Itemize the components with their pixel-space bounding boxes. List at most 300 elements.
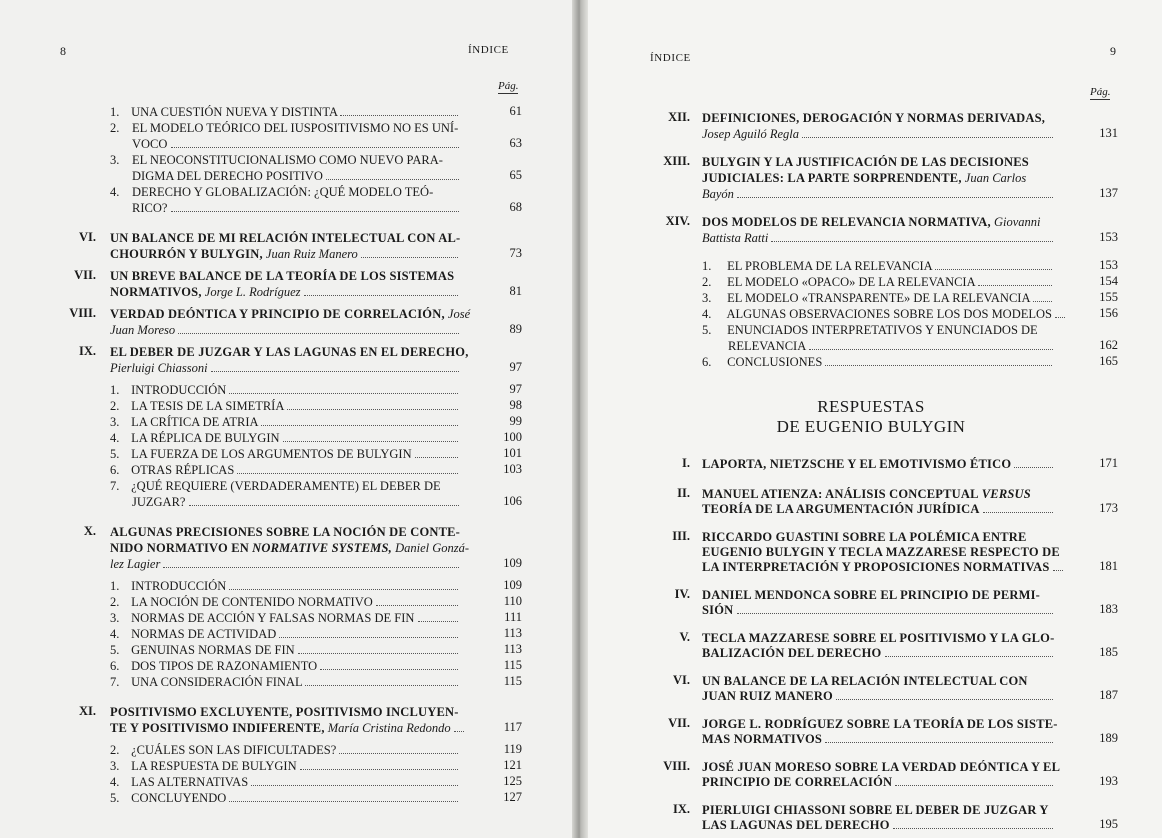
page-ref: 117 — [503, 720, 522, 734]
chapter-author: Battista Ratti — [702, 231, 769, 245]
sub-number: 1. — [110, 579, 120, 593]
sub-number: 6. — [110, 659, 120, 673]
page-ref: 125 — [503, 774, 522, 788]
toc-line — [702, 456, 1088, 472]
sub-text: INTRODUCCIÓN — [131, 383, 227, 397]
chapter-numeral: VII. — [668, 716, 690, 730]
sub-text: OTRAS RÉPLICAS — [131, 463, 235, 477]
page-ref: 183 — [1099, 602, 1118, 616]
page-ref: 81 — [509, 284, 522, 298]
toc-line — [702, 559, 1088, 575]
sub-text: ENUNCIADOS INTERPRETATIVOS Y ENUNCIADOS DE — [727, 323, 1038, 337]
chapter-numeral: XII. — [668, 110, 690, 124]
chapter-numeral: X. — [83, 524, 96, 538]
section-subtitle: DE EUGENIO BULYGIN — [776, 417, 966, 436]
toc-line — [110, 414, 494, 430]
dot-leader — [305, 676, 458, 686]
page-ref: 110 — [503, 594, 522, 608]
toc-line — [110, 478, 494, 494]
sub-text: UNA CUESTIÓN NUEVA Y DISTINTA — [131, 105, 338, 119]
page-ref: 115 — [503, 658, 522, 672]
response-title: DANIEL MENDONCA SOBRE EL PRINCIPIO DE PERMI- — [702, 588, 1041, 602]
sub-text: GENUINAS NORMAS DE FIN — [131, 643, 295, 657]
dot-leader — [418, 612, 459, 622]
page-ref: 63 — [509, 136, 522, 150]
left-page — [0, 0, 580, 838]
dot-leader — [298, 644, 458, 654]
chapter-numeral: V. — [679, 630, 690, 644]
sub-number: 2. — [110, 399, 120, 413]
page-ref: 89 — [509, 322, 522, 336]
chapter-numeral: VI. — [78, 230, 96, 244]
sub-number: 5. — [110, 643, 120, 657]
response-title: JORGE L. RODRÍGUEZ SOBRE LA TEORÍA DE LOS SISTE- — [702, 717, 1058, 731]
dot-leader — [304, 286, 459, 296]
sub-number: 4. — [110, 775, 120, 789]
sub-text: CONCLUSIONES — [727, 355, 823, 369]
toc-line — [110, 104, 494, 120]
dot-leader — [1033, 292, 1052, 302]
toc-line — [702, 306, 1088, 322]
dot-leader — [737, 604, 1054, 614]
chapter-author: Jorge L. Rodríguez — [204, 285, 301, 299]
toc-line — [110, 658, 494, 674]
toc-line — [702, 716, 1088, 732]
response-title: TECLA MAZZARESE SOBRE EL POSITIVISMO Y LA GLO- — [702, 631, 1055, 645]
page-ref: 61 — [509, 104, 522, 118]
toc-line — [132, 494, 494, 510]
page-ref: 171 — [1099, 456, 1118, 470]
toc-subentry — [110, 120, 494, 136]
toc-line — [110, 626, 494, 642]
toc-line — [110, 642, 494, 658]
chapter-numeral: IV. — [674, 587, 690, 601]
sub-number: 4. — [110, 627, 120, 641]
toc-line — [110, 524, 494, 540]
page-ref: 131 — [1099, 126, 1118, 140]
sub-text: EL PROBLEMA DE LA RELEVANCIA — [727, 259, 932, 273]
dot-leader — [171, 202, 460, 212]
response-title: UN BALANCE DE LA RELACIÓN INTELECTUAL CON — [702, 674, 1028, 688]
sub-number: 3. — [110, 611, 120, 625]
dot-leader — [339, 744, 458, 754]
page-ref: 109 — [503, 556, 522, 570]
dot-leader — [1055, 308, 1065, 318]
sub-number: 5. — [110, 447, 120, 461]
page-ref: 195 — [1099, 817, 1118, 831]
response-title: VERSUS — [981, 487, 1031, 501]
dot-leader — [229, 384, 458, 394]
toc-line — [110, 246, 494, 262]
toc-line — [702, 688, 1088, 704]
page-ref: 115 — [503, 674, 522, 688]
toc-line — [702, 354, 1088, 370]
toc-line — [702, 731, 1088, 747]
toc-line — [702, 322, 1088, 338]
dot-leader — [415, 448, 459, 458]
sub-number: 2. — [702, 275, 712, 289]
response-title: EUGENIO BULYGIN Y TECLA MAZZARESE RESPECTO DE — [702, 545, 1060, 559]
toc-line — [702, 214, 1088, 230]
sub-text: CONCLUYENDO — [131, 791, 227, 805]
toc-line — [702, 274, 1088, 290]
dot-leader — [320, 660, 458, 670]
toc-line — [110, 398, 494, 414]
sub-number: 1. — [110, 105, 120, 119]
sub-text: NORMAS DE ACCIÓN Y FALSAS NORMAS DE FIN — [131, 611, 415, 625]
chapter-title: DEFINICIONES, DEROGACIÓN Y NORMAS DERIVADAS, — [702, 111, 1046, 125]
toc-line — [110, 230, 494, 246]
chapter-numeral: XIII. — [663, 154, 690, 168]
sub-text: EL MODELO «OPACO» DE LA RELEVANCIA — [727, 275, 975, 289]
sub-number: 1. — [702, 259, 712, 273]
page-ref: 109 — [503, 578, 522, 592]
response-title: JUAN RUIZ MANERO — [702, 689, 833, 703]
chapter-title: ALGUNAS PRECISIONES SOBRE LA NOCIÓN DE CONTE- — [110, 525, 461, 539]
dot-leader — [189, 496, 460, 506]
chapter-numeral: IX. — [78, 344, 96, 358]
dot-leader — [287, 400, 458, 410]
sub-text: LA RÉPLICA DE BULYGIN — [131, 431, 280, 445]
sub-text: LAS ALTERNATIVAS — [131, 775, 249, 789]
toc-line — [702, 154, 1088, 170]
page-ref: 137 — [1099, 186, 1118, 200]
toc-line — [110, 284, 494, 300]
page-ref: 97 — [509, 382, 522, 396]
sub-text: RELEVANCIA — [728, 339, 806, 353]
toc-subentry — [110, 184, 494, 200]
response-title: MAS NORMATIVOS — [702, 732, 823, 746]
chapter-numeral: II. — [677, 486, 690, 500]
toc-line — [110, 322, 494, 338]
dot-leader — [978, 276, 1052, 286]
toc-line — [110, 268, 494, 284]
book-gutter — [572, 0, 588, 838]
toc-line — [702, 645, 1088, 661]
page-ref: 155 — [1099, 290, 1118, 304]
page-ref: 154 — [1099, 274, 1118, 288]
dot-leader — [283, 432, 459, 442]
sub-text: LA NOCIÓN DE CONTENIDO NORMATIVO — [131, 595, 373, 609]
page-ref: 73 — [509, 246, 522, 260]
chapter-author: Bayón — [702, 187, 734, 201]
chapter-author: Juan Moreso — [110, 323, 176, 337]
dot-leader — [279, 628, 458, 638]
sub-number: 6. — [702, 355, 712, 369]
toc-line — [110, 540, 494, 556]
sub-number: 1. — [110, 383, 120, 397]
sub-number: 3. — [110, 759, 120, 773]
sub-number: 3. — [110, 153, 120, 167]
chapter-author: Juan Ruiz Manero — [265, 247, 358, 261]
sub-text: DIGMA DEL DERECHO POSITIVO — [132, 169, 323, 183]
sub-text: EL NEOCONSTITUCIONALISMO COMO NUEVO PARA- — [132, 153, 443, 167]
response-title: PRINCIPIO DE CORRELACIÓN — [702, 775, 893, 789]
response-title: TEORÍA DE LA ARGUMENTACIÓN JURÍDICA — [702, 502, 980, 516]
toc-line — [110, 610, 494, 626]
dot-leader — [802, 128, 1053, 138]
response-title: LA INTERPRETACIÓN Y PROPOSICIONES NORMATIVAS — [702, 560, 1050, 574]
chapter-title: VERDAD DEÓNTICA Y PRINCIPIO DE CORRELACIÓN, — [110, 307, 445, 321]
page-ref: 156 — [1099, 306, 1118, 320]
toc-line — [702, 290, 1088, 306]
chapter-title: BULYGIN Y LA JUSTIFICACIÓN DE LAS DECISIONES — [702, 155, 1029, 169]
sub-number: 5. — [702, 323, 712, 337]
response-title: MANUEL ATIENZA: ANÁLISIS CONCEPTUAL — [702, 487, 979, 501]
pag-label: Pág. — [498, 80, 519, 92]
dot-leader — [771, 232, 1053, 242]
response-title: BALIZACIÓN DEL DERECHO — [702, 646, 882, 660]
sub-number: 4. — [702, 307, 712, 321]
dot-leader — [237, 464, 458, 474]
chapter-numeral: I. — [682, 456, 690, 470]
response-title: SIÓN — [702, 603, 734, 617]
chapter-author: Daniel Gonzá- — [395, 541, 470, 555]
toc-line — [702, 529, 1088, 545]
toc-line — [110, 344, 494, 360]
chapter-title: JUDICIALES: LA PARTE SORPRENDENTE, — [702, 171, 962, 185]
chapter-title: UN BALANCE DE MI RELACIÓN INTELECTUAL CON AL- — [110, 231, 461, 245]
toc-line — [110, 360, 494, 376]
sub-number: 7. — [110, 479, 120, 493]
chapter-title: POSITIVISMO EXCLUYENTE, POSITIVISMO INCLUYEN- — [110, 705, 459, 719]
chapter-numeral: IX. — [672, 802, 690, 816]
dot-leader — [983, 503, 1053, 513]
sub-text: EL MODELO TEÓRICO DEL IUSPOSITIVISMO NO ES UNÍ- — [132, 121, 459, 135]
toc-line — [702, 186, 1088, 202]
section-title: RESPUESTAS — [817, 397, 925, 416]
toc-line — [702, 501, 1088, 517]
running-head: ÍNDICE — [468, 44, 509, 56]
toc-line — [728, 338, 1088, 354]
toc-line — [702, 544, 1088, 560]
sub-text: ¿QUÉ REQUIERE (VERDADERAMENTE) EL DEBER DE — [131, 479, 441, 493]
toc-line — [702, 230, 1088, 246]
dot-leader — [895, 776, 1053, 786]
dot-leader — [229, 580, 458, 590]
dot-leader — [1014, 458, 1053, 468]
sub-text: INTRODUCCIÓN — [131, 579, 227, 593]
dot-leader — [1053, 561, 1063, 571]
dot-leader — [229, 792, 458, 802]
page-ref: 97 — [509, 360, 522, 374]
chapter-title: NORMATIVE SYSTEMS, — [252, 541, 392, 555]
chapter-numeral: XI. — [78, 704, 96, 718]
sub-text: NORMAS DE ACTIVIDAD — [131, 627, 277, 641]
toc-line — [702, 602, 1088, 618]
dot-leader — [376, 596, 458, 606]
toc-line — [132, 136, 494, 152]
toc-line — [110, 674, 494, 690]
toc-line — [702, 817, 1088, 833]
toc-line — [702, 802, 1088, 818]
dot-leader — [893, 819, 1053, 829]
toc-line — [702, 486, 1088, 502]
chapter-author: Josep Aguiló Regla — [702, 127, 799, 141]
page-ref: 119 — [503, 742, 522, 756]
response-title: LAPORTA, NIETZSCHE Y EL EMOTIVISMO ÉTICO — [702, 457, 1012, 471]
sub-text: VOCO — [132, 137, 168, 151]
dot-leader — [171, 138, 460, 148]
response-title: LAS LAGUNAS DEL DERECHO — [702, 818, 890, 832]
toc-line — [702, 673, 1088, 689]
dot-leader — [809, 340, 1053, 350]
page-ref: 113 — [503, 642, 522, 656]
chapter-title: NIDO NORMATIVO EN — [110, 541, 250, 555]
chapter-author: Juan Carlos — [964, 171, 1027, 185]
toc-line — [110, 462, 494, 478]
dot-leader — [361, 248, 458, 258]
sub-text: RICO? — [132, 201, 168, 215]
response-title: JOSÉ JUAN MORESO SOBRE LA VERDAD DEÓNTICA Y EL — [702, 760, 1061, 774]
sub-text: JUZGAR? — [132, 495, 186, 509]
sub-text: EL MODELO «TRANSPARENTE» DE LA RELEVANCIA — [727, 291, 1030, 305]
chapter-author: lez Lagier — [110, 557, 161, 571]
dot-leader — [836, 690, 1053, 700]
sub-text: LA TESIS DE LA SIMETRÍA — [131, 399, 284, 413]
sub-number: 2. — [110, 121, 120, 135]
toc-line — [702, 774, 1088, 790]
chapter-author: María Cristina Redondo — [327, 721, 451, 735]
dot-leader — [163, 558, 459, 568]
chapter-title: TE Y POSITIVISMO INDIFERENTE, — [110, 721, 325, 735]
pag-label: Pág. — [1090, 86, 1111, 98]
sub-text: DOS TIPOS DE RAZONAMIENTO — [131, 659, 318, 673]
page-ref: 113 — [503, 626, 522, 640]
page-ref: 153 — [1099, 230, 1118, 244]
chapter-numeral: VIII. — [69, 306, 96, 320]
chapter-author: Giovanni — [993, 215, 1041, 229]
toc-line — [702, 126, 1088, 142]
page-ref: 181 — [1099, 559, 1118, 573]
sub-text: ALGUNAS OBSERVACIONES SOBRE LOS DOS MODELOS — [726, 307, 1052, 321]
page-ref: 165 — [1099, 354, 1118, 368]
toc-line — [702, 759, 1088, 775]
dot-leader — [178, 324, 459, 334]
toc-line — [132, 200, 494, 216]
page-ref: 106 — [503, 494, 522, 508]
chapter-numeral: XIV. — [665, 214, 690, 228]
page-ref: 65 — [509, 168, 522, 182]
chapter-title: CHOURRÓN Y BULYGIN, — [110, 247, 263, 261]
page-ref: 68 — [509, 200, 522, 214]
page-ref: 98 — [509, 398, 522, 412]
chapter-numeral: VII. — [74, 268, 96, 282]
page-ref: 173 — [1099, 501, 1118, 515]
page-number: 9 — [1110, 44, 1116, 58]
page-ref: 121 — [503, 758, 522, 772]
dot-leader — [825, 356, 1052, 366]
dot-leader — [737, 188, 1053, 198]
chapter-numeral: VI. — [672, 673, 690, 687]
dot-leader — [454, 722, 464, 732]
page-number: 8 — [60, 44, 66, 58]
toc-line — [110, 578, 494, 594]
dot-leader — [261, 416, 458, 426]
page-ref: 100 — [503, 430, 522, 444]
dot-leader — [300, 760, 459, 770]
sub-number: 4. — [110, 431, 120, 445]
sub-number: 6. — [110, 463, 120, 477]
sub-number: 2. — [110, 595, 120, 609]
chapter-title: NORMATIVOS, — [110, 285, 202, 299]
page-ref: 101 — [503, 446, 522, 460]
dot-leader — [251, 776, 458, 786]
toc-line — [110, 704, 494, 720]
chapter-title: EL DEBER DE JUZGAR Y LAS LAGUNAS EN EL DERECHO, — [110, 345, 469, 359]
toc-line — [132, 168, 494, 184]
right-page — [580, 0, 1162, 838]
dot-leader — [885, 647, 1054, 657]
page-ref: 187 — [1099, 688, 1118, 702]
toc-line — [110, 430, 494, 446]
sub-text: LA CRÍTICA DE ATRIA — [131, 415, 258, 429]
sub-number: 2. — [110, 743, 120, 757]
page-ref: 193 — [1099, 774, 1118, 788]
running-head: ÍNDICE — [650, 52, 691, 64]
chapter-author: José — [447, 307, 471, 321]
sub-text: ¿CUÁLES SON LAS DIFICULTADES? — [131, 743, 337, 757]
sub-number: 3. — [110, 415, 120, 429]
page-ref: 185 — [1099, 645, 1118, 659]
toc-line — [110, 556, 494, 572]
toc-line — [110, 790, 494, 806]
toc-line — [110, 774, 494, 790]
sub-number: 4. — [110, 185, 120, 199]
toc-line — [110, 742, 494, 758]
dot-leader — [935, 260, 1052, 270]
toc-line — [110, 758, 494, 774]
response-title: RICCARDO GUASTINI SOBRE LA POLÉMICA ENTRE — [702, 530, 1027, 544]
chapter-numeral: VIII. — [663, 759, 690, 773]
dot-leader — [326, 170, 459, 180]
dot-leader — [340, 106, 458, 116]
chapter-numeral: III. — [672, 529, 690, 543]
toc-line — [110, 594, 494, 610]
toc-line — [702, 258, 1088, 274]
page-ref: 103 — [503, 462, 522, 476]
toc-subentry — [110, 152, 494, 168]
toc-line — [110, 306, 494, 322]
page-ref: 111 — [504, 610, 522, 624]
page-ref: 189 — [1099, 731, 1118, 745]
toc-line — [110, 382, 494, 398]
sub-text: DERECHO Y GLOBALIZACIÓN: ¿QUÉ MODELO TEÓ- — [132, 185, 434, 199]
sub-text: LA FUERZA DE LOS ARGUMENTOS DE BULYGIN — [131, 447, 412, 461]
response-title: PIERLUIGI CHIASSONI SOBRE EL DEBER DE JUZGAR Y — [702, 803, 1049, 817]
sub-text: UNA CONSIDERACIÓN FINAL — [131, 675, 303, 689]
chapter-title: DOS MODELOS DE RELEVANCIA NORMATIVA, — [702, 215, 991, 229]
toc-line — [702, 587, 1088, 603]
page-ref: 99 — [509, 414, 522, 428]
chapter-title: UN BREVE BALANCE DE LA TEORÍA DE LOS SISTEMAS — [110, 269, 455, 283]
sub-number: 3. — [702, 291, 712, 305]
chapter-author: Pierluigi Chiassoni — [110, 361, 208, 375]
toc-line — [702, 170, 1088, 186]
page-ref: 162 — [1099, 338, 1118, 352]
dot-leader — [211, 362, 459, 372]
sub-text: LA RESPUESTA DE BULYGIN — [131, 759, 297, 773]
toc-line — [110, 446, 494, 462]
dot-leader — [825, 733, 1053, 743]
page-ref: 127 — [503, 790, 522, 804]
toc-line — [702, 110, 1088, 126]
page-ref: 153 — [1099, 258, 1118, 272]
toc-line — [702, 630, 1088, 646]
sub-number: 5. — [110, 791, 120, 805]
toc-line — [110, 720, 494, 736]
sub-number: 7. — [110, 675, 120, 689]
